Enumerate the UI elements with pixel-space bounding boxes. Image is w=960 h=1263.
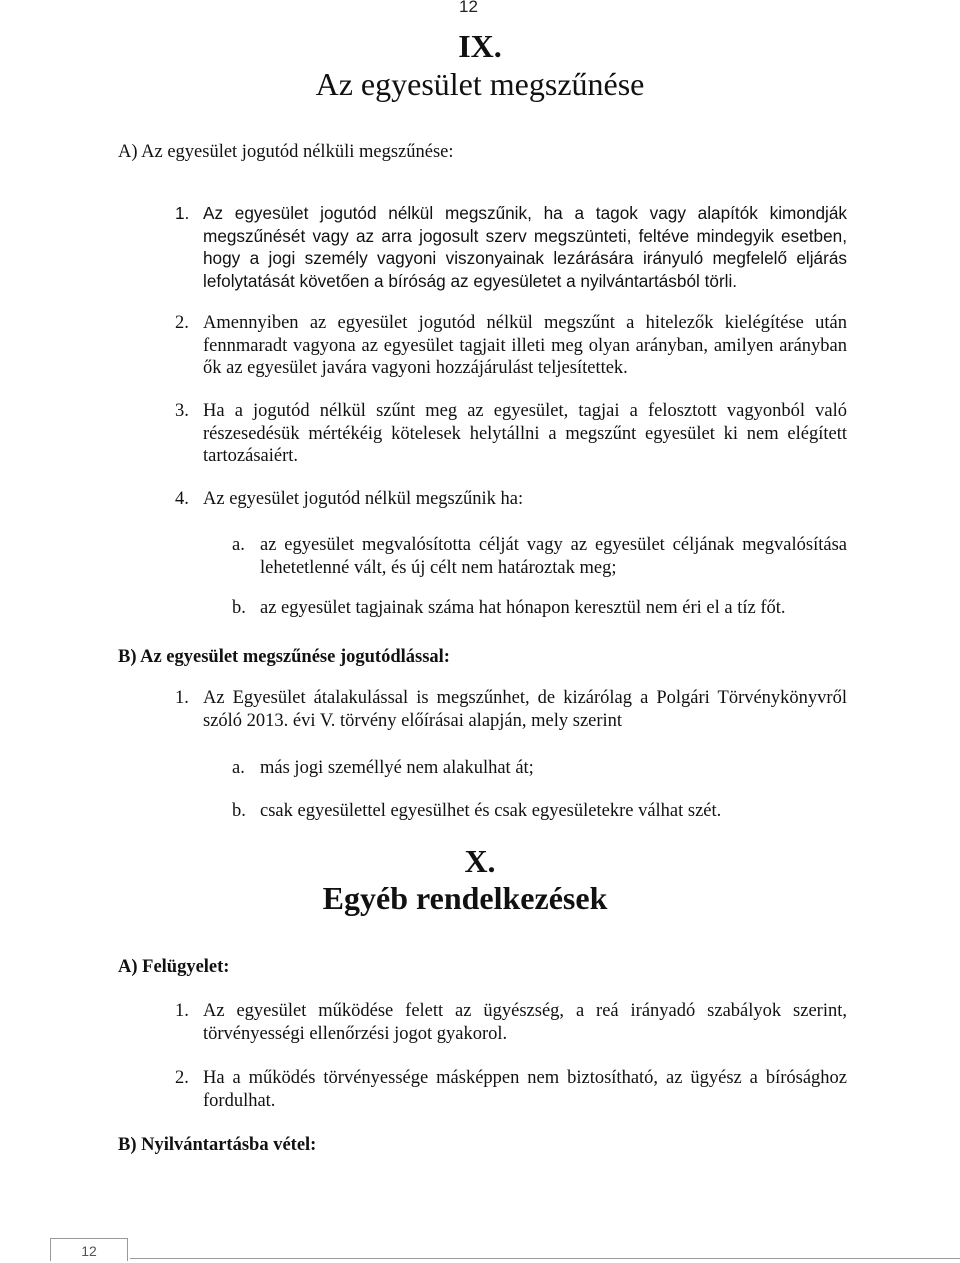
section-heading: B) Az egyesület megszűnése jogutódlással: bbox=[118, 647, 450, 667]
list-subitem bbox=[232, 757, 847, 780]
section-heading: B) Nyilvántartásba vétel: bbox=[118, 1135, 317, 1155]
list-item bbox=[175, 687, 847, 732]
item-text: Az egyesület működése felett az ügyészség, a reá irányadó szabályok szerint, törvényességi ellenőrzési jogot gyakorol. bbox=[203, 1001, 847, 1044]
chapter-number: IX. bbox=[458, 28, 502, 64]
subitem-letter: b. bbox=[232, 801, 246, 821]
item-number: 4. bbox=[175, 489, 189, 509]
chapter-number: X. bbox=[464, 843, 496, 879]
subitem-letter: a. bbox=[232, 758, 245, 778]
list-item bbox=[175, 312, 847, 380]
item-number: 2. bbox=[175, 1068, 189, 1088]
item-text: Ha a működés törvényessége másképpen nem biztosítható, az ügyész a bírósághoz fordulhat. bbox=[203, 1068, 847, 1111]
item-text: Az egyesület jogutód nélkül megszűnik, ha a tagok vagy alapítók kimondják megszűnését vagy az arra jogosult szerv megszünteti, feltéve mindegyik esetben, hogy a jogi személy vagyoni viszonyainak lezárására irányuló megfelelő eljárás lefolytatását követően a bíróság az egyesületet a nyilvántartásból törli. bbox=[203, 203, 847, 291]
section-heading: A) Az egyesület jogutód nélküli megszűnése: bbox=[118, 142, 454, 162]
subitem-text: csak egyesülettel egyesülhet és csak egyesületekre válhat szét. bbox=[260, 801, 722, 821]
page-number-top: 12 bbox=[459, 0, 478, 16]
item-number: 1. bbox=[175, 1001, 189, 1021]
subitem-text: az egyesület tagjainak száma hat hónapon keresztül nem éri el a tíz főt. bbox=[260, 598, 786, 618]
item-number: 1. bbox=[175, 688, 189, 708]
item-text: Az egyesület jogutód nélkül megszűnik ha: bbox=[203, 489, 524, 509]
section-heading: A) Felügyelet: bbox=[118, 957, 230, 977]
item-number: 2. bbox=[175, 313, 189, 333]
item-number: 1. bbox=[175, 203, 190, 223]
list-item bbox=[175, 1067, 847, 1112]
list-item bbox=[175, 1000, 847, 1045]
item-number: 3. bbox=[175, 401, 189, 421]
chapter-title: Az egyesület megszűnése bbox=[315, 66, 645, 102]
list-subitem bbox=[232, 800, 847, 823]
item-text: Az Egyesület átalakulással is megszűnhet, de kizárólag a Polgári Törvénykönyvről szóló 2013. évi V. törvény előírásai alapján, mely szerint bbox=[203, 688, 847, 731]
item-text: Ha a jogutód nélkül szűnt meg az egyesület, tagjai a felosztott vagyonból való részesedésük mértékéig kötelesek helytállni a megszűnt egyesület ki nem elégített tartozásaiért. bbox=[203, 401, 847, 466]
list-item bbox=[175, 488, 847, 511]
footer-rule bbox=[130, 1258, 960, 1259]
subitem-text: más jogi személlyé nem alakulhat át; bbox=[260, 758, 534, 778]
footer-page-number: 12 bbox=[50, 1238, 128, 1261]
list-subitem bbox=[232, 534, 847, 579]
item-text: Amennyiben az egyesület jogutód nélkül megszűnt a hitelezők kielégítése után fennmaradt vagyona az egyesület tagjait illeti meg olyan arányban, amilyen arányban ők az egyesület javára vagyoni hozzájárulást teljesítettek. bbox=[203, 313, 847, 378]
list-item bbox=[175, 400, 847, 468]
subitem-letter: a. bbox=[232, 535, 245, 555]
list-item bbox=[175, 202, 847, 292]
list-subitem bbox=[232, 597, 847, 620]
chapter-title: Egyéb rendelkezések bbox=[322, 880, 608, 916]
subitem-letter: b. bbox=[232, 598, 246, 618]
subitem-text: az egyesület megvalósította célját vagy az egyesület céljának megvalósítása lehetetlenné vált, és új célt nem határoztak meg; bbox=[260, 535, 847, 578]
